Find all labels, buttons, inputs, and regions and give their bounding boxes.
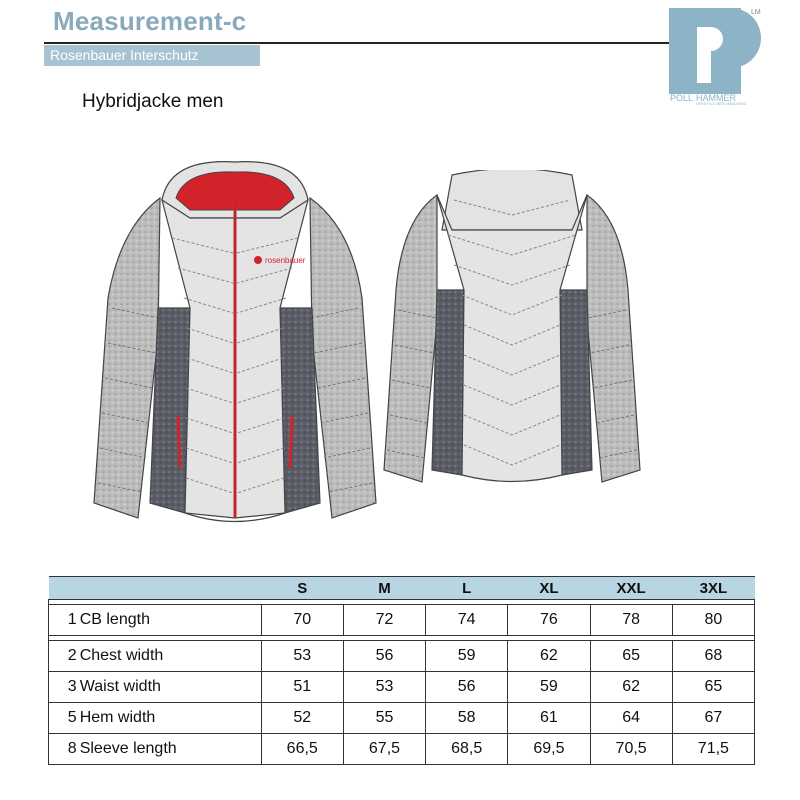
cell-value: 70: [261, 605, 343, 636]
cell-value: 56: [426, 672, 508, 703]
logo-text-right: HAMMER: [696, 93, 736, 103]
cell-value: 69,5: [508, 734, 590, 765]
row-number: 8: [49, 734, 79, 765]
table-row: [49, 703, 755, 734]
row-label: Hem width: [79, 703, 261, 734]
size-header-row: [49, 577, 755, 600]
size-header-3xl: 3XL: [672, 577, 754, 600]
row-number: 5: [49, 703, 79, 734]
cell-value: 59: [508, 672, 590, 703]
row-number: 3: [49, 672, 79, 703]
pollhammer-logo: [669, 5, 769, 105]
size-header-m: M: [343, 577, 425, 600]
cell-value: 51: [261, 672, 343, 703]
cell-value: 52: [261, 703, 343, 734]
row-number: 2: [49, 641, 79, 672]
logo-mark: LM: [751, 9, 761, 16]
row-label: CB length: [79, 605, 261, 636]
size-header-xxl: XXL: [590, 577, 672, 600]
cell-value: 58: [426, 703, 508, 734]
cell-value: 55: [343, 703, 425, 734]
table-row: [49, 734, 755, 765]
cell-value: 59: [426, 641, 508, 672]
brand-logo-icon: [254, 256, 262, 264]
cell-value: 67,5: [343, 734, 425, 765]
cell-value: 53: [261, 641, 343, 672]
subtitle-bar: [44, 45, 260, 66]
row-label: Chest width: [79, 641, 261, 672]
chest-print: rosenbauer: [265, 256, 306, 265]
jacket-back-illustration: [382, 170, 642, 500]
size-table: [48, 576, 755, 765]
cell-value: 70,5: [590, 734, 672, 765]
cell-value: 62: [508, 641, 590, 672]
cell-value: 56: [343, 641, 425, 672]
table-row: [49, 641, 755, 672]
cell-value: 65: [590, 641, 672, 672]
cell-value: 66,5: [261, 734, 343, 765]
table-row: [49, 672, 755, 703]
title-divider: [44, 42, 738, 44]
cell-value: 74: [426, 605, 508, 636]
size-header-l: L: [426, 577, 508, 600]
cell-value: 65: [672, 672, 754, 703]
row-number: 1: [49, 605, 79, 636]
logo-tagline: LIFESTYLE MERCHANDISING: [696, 102, 747, 105]
cell-value: 80: [672, 605, 754, 636]
cell-value: 61: [508, 703, 590, 734]
row-label: Waist width: [79, 672, 261, 703]
jacket-front-illustration: [90, 158, 380, 530]
cell-value: 53: [343, 672, 425, 703]
cell-value: 64: [590, 703, 672, 734]
cell-value: 72: [343, 605, 425, 636]
subtitle-text: Rosenbauer Interschutz: [50, 47, 199, 63]
logo-text-left: POLL: [670, 93, 694, 103]
size-header-s: S: [261, 577, 343, 600]
cell-value: 76: [508, 605, 590, 636]
cell-value: 68,5: [426, 734, 508, 765]
cell-value: 71,5: [672, 734, 754, 765]
cell-value: 62: [590, 672, 672, 703]
size-header-blank: [49, 577, 262, 600]
cell-value: 68: [672, 641, 754, 672]
size-header-xl: XL: [508, 577, 590, 600]
table-row: [49, 605, 755, 636]
row-label: Sleeve length: [79, 734, 261, 765]
page-title: Measurement-c: [53, 6, 247, 36]
cell-value: 67: [672, 703, 754, 734]
cell-value: 78: [590, 605, 672, 636]
product-name: Hybridjacke men: [82, 91, 224, 112]
